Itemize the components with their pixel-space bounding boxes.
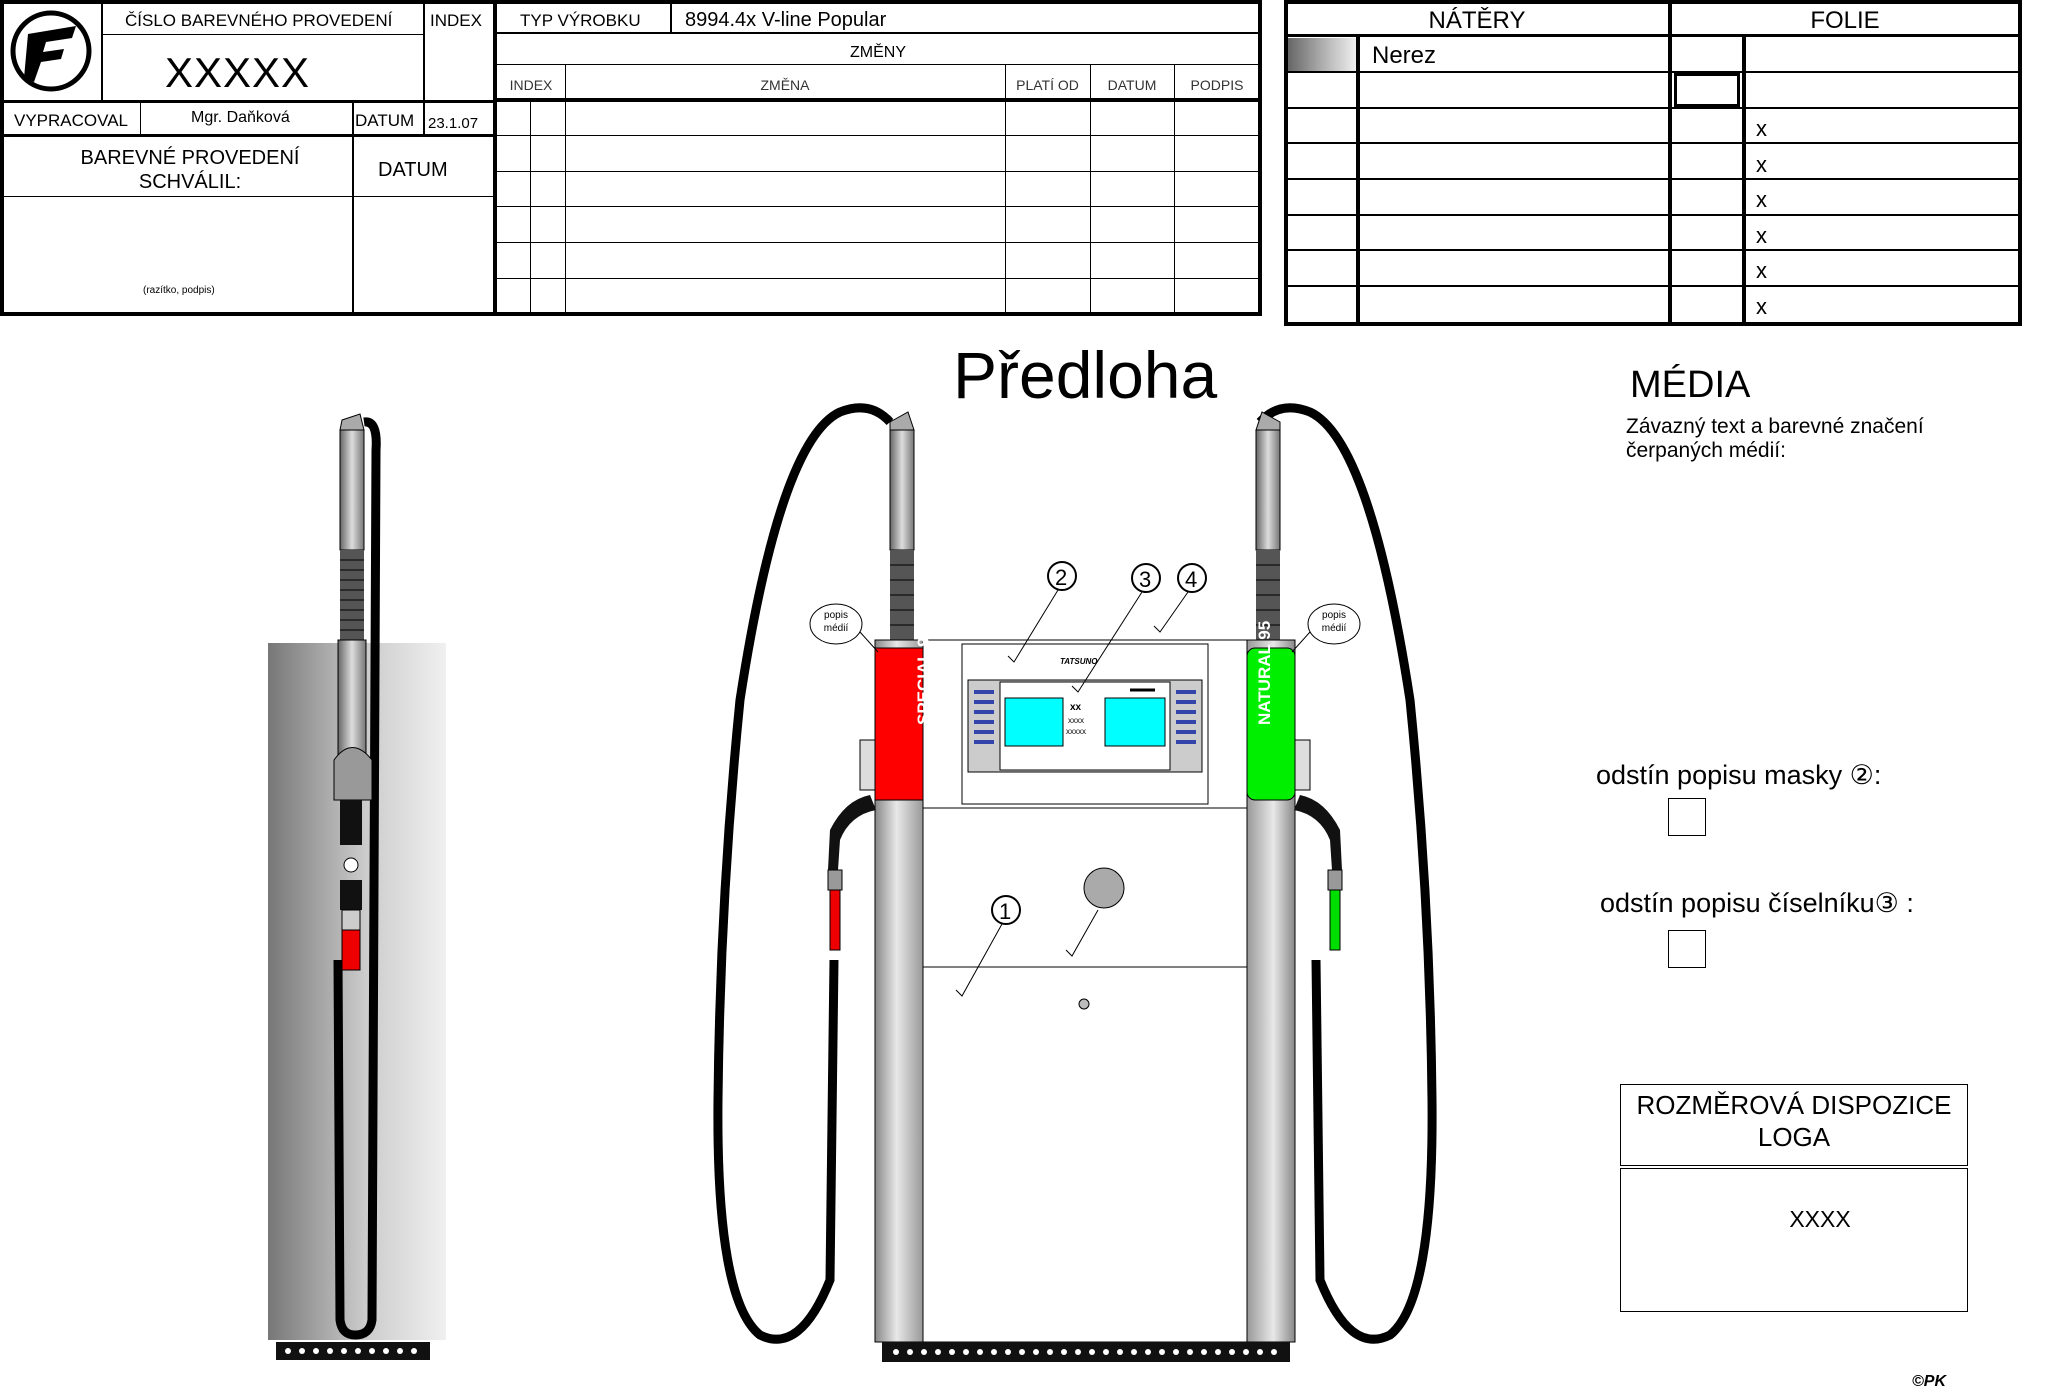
callout-3: 3 [1139, 567, 1152, 592]
bubble-left-line2: médií [823, 623, 849, 634]
foil-mark-3: x [1756, 187, 1767, 212]
mask-shade-label: odstín popisu masky ②: [1596, 760, 1882, 790]
left-product-label: SPECIAL 91 [914, 627, 933, 725]
foil-mark-2: x [1756, 152, 1767, 177]
media-heading: MÉDIA [1630, 364, 1751, 406]
changes-label: ZMĚNY [850, 44, 906, 61]
approved-label-line1: BAREVNÉ PROVEDENÍ [80, 147, 300, 169]
copyright: ©PK [1912, 1373, 1947, 1390]
changes-col-index: INDEX [509, 77, 553, 93]
svg-text:xxxx: xxxx [1068, 716, 1084, 725]
changes-col-valid-from: PLATÍ OD [1016, 77, 1079, 93]
logo-box-value: XXXX [1789, 1206, 1851, 1232]
dispenser-front-view [700, 400, 1470, 1370]
approved-date-label: DATUM [378, 159, 448, 181]
foil-mark-4: x [1756, 223, 1767, 248]
approved-label-line2: SCHVÁLIL: [138, 171, 242, 193]
mask-shade-swatch[interactable] [1668, 798, 1706, 836]
dispenser-side-view [260, 400, 460, 1370]
media-note-line1: Závazný text a barevné značení [1626, 415, 1924, 438]
prepared-by-value: Mgr. Daňková [191, 109, 290, 126]
foil-swatch-1 [1674, 73, 1740, 107]
right-product-label: NATURAL 95 [1255, 620, 1274, 725]
changes-col-change: ZMĚNA [760, 77, 810, 93]
coatings-label: NÁTĚRY [1428, 7, 1526, 34]
bubble-right-line1: popis [1322, 610, 1346, 621]
svg-text:xxxxx: xxxxx [1066, 727, 1086, 736]
changes-col-signature: PODPIS [1190, 77, 1244, 93]
bubble-left-line1: popis [824, 610, 848, 621]
coating-row1: Nerez [1372, 42, 1437, 69]
logo-box-heading-line2: LOGA [1757, 1122, 1831, 1152]
color-number-label: ČÍSLO BAREVNÉHO PROVEDENÍ [125, 11, 393, 30]
product-type-value: 8994.4x V-line Popular [685, 9, 887, 31]
bubble-right-line2: médií [1321, 623, 1347, 634]
company-logo [6, 8, 96, 94]
foil-mark-5: x [1756, 258, 1767, 283]
stamp-note: (razítko, podpis) [143, 285, 215, 296]
dial-shade-label: odstín popisu číselníku③ : [1600, 888, 1914, 918]
logo-box-heading-line1: ROZMĚROVÁ DISPOZICE [1636, 1090, 1952, 1120]
callout-1: 1 [999, 899, 1012, 924]
logo-box-area [1620, 1168, 1968, 1312]
stainless-swatch [1288, 38, 1356, 71]
callout-4: 4 [1185, 567, 1198, 592]
svg-text:TATSUNO: TATSUNO [1060, 657, 1098, 666]
svg-text:xx: xx [1070, 702, 1082, 713]
foil-mark-6: x [1756, 294, 1767, 319]
media-note-line2: čerpaných médií: [1626, 439, 1786, 462]
foil-label: FOLIE [1810, 7, 1880, 34]
dial-shade-swatch[interactable] [1668, 930, 1706, 968]
callout-2: 2 [1055, 565, 1068, 590]
date-value: 23.1.07 [428, 115, 479, 132]
index-label: INDEX [430, 11, 482, 30]
product-type-label: TYP VÝROBKU [520, 11, 641, 30]
color-number-value: XXXXX [165, 49, 311, 96]
prepared-by-label: VYPRACOVAL [14, 111, 129, 130]
drawing-title: Předloha [953, 338, 1218, 412]
changes-col-date: DATUM [1107, 77, 1157, 93]
date-label: DATUM [355, 111, 415, 130]
foil-mark-1: x [1756, 116, 1767, 141]
